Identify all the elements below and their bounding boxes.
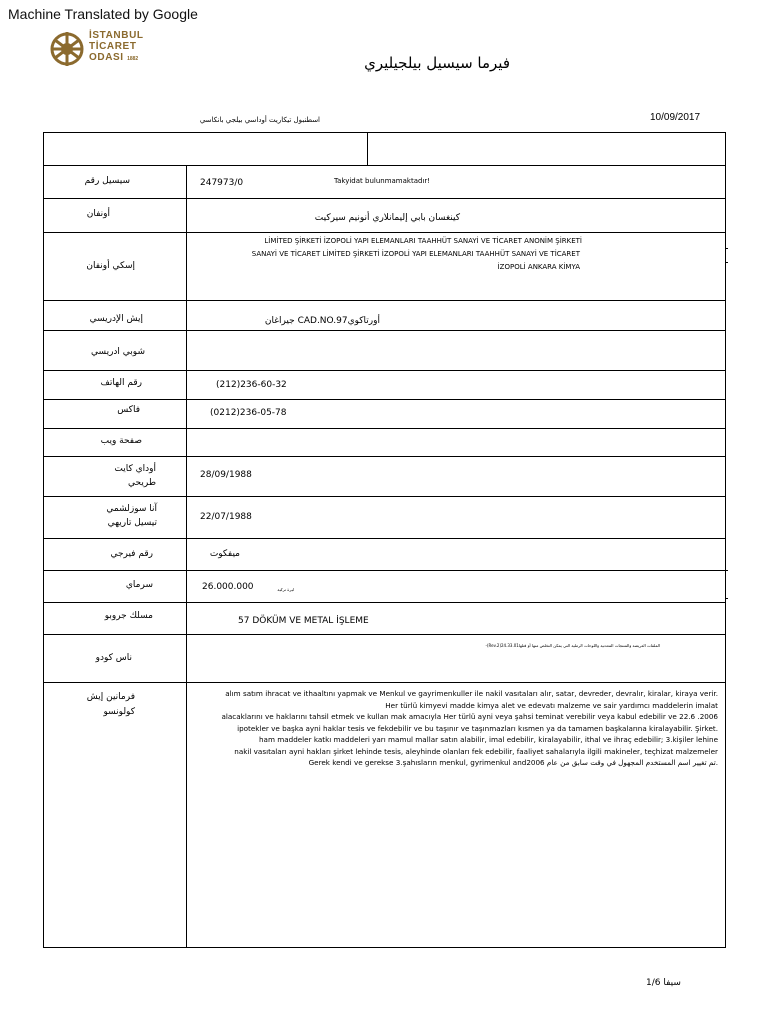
activity-line: alacaklarını ve haklarını tahsil etmek ve kullan mak amacıyla Her türlü ayni veya şahsi teminat verebilir veya kabul edebilir ve 22.6 .2006 bbox=[221, 712, 718, 721]
row-divider bbox=[43, 330, 726, 331]
page-number: 1/6 سيفا bbox=[646, 978, 681, 988]
capital-unit: ليرة تركية bbox=[277, 587, 294, 592]
fax-value: (0212)236-05-78 bbox=[210, 408, 287, 418]
tax-number-label: رقم فيرجي bbox=[110, 549, 153, 559]
document-title: فيرما سيسيل بيلجيليري bbox=[364, 54, 510, 72]
row-divider bbox=[43, 165, 726, 166]
row-divider bbox=[43, 370, 726, 371]
machine-translated-banner: Machine Translated by Google bbox=[8, 6, 198, 22]
row-divider bbox=[43, 602, 726, 603]
capital-label: سرماي bbox=[125, 580, 153, 590]
registry-note: Takyidat bulunmamaktadır! bbox=[334, 177, 431, 185]
activity-line: ham maddeler katkı maddeleri yarı mamul mallar satın alabilir, imal edebilir, kiralayabilir, ithal ve ihraç edebilir; 3.kişiler lehine bbox=[258, 735, 718, 744]
activity-text bbox=[188, 688, 718, 769]
capital-value: 26.000.000 bbox=[202, 582, 254, 592]
address-value: جيراغان CAD.NO.97أورتاكوي bbox=[264, 316, 380, 326]
activity-line: Gerek kendi ve gerekse 3.şahısların menkul, gyrimenkul andتم تغيير اسم المستخدم المجهول في وقت سابق من عام 2006. bbox=[308, 758, 718, 767]
profession-group-label: مسلك جروبو bbox=[104, 611, 153, 621]
activity-line: nakil vasıtaları ayni hakları şirket lehinde tesis, aleyhinde olanları fek edebilir, faaliyet sahalarıyla ilgili makineler, teçhizat malzemeler bbox=[234, 746, 718, 756]
margin-tick bbox=[725, 262, 728, 263]
chamber-logo bbox=[47, 26, 157, 74]
row-divider bbox=[43, 570, 726, 571]
row-divider bbox=[43, 198, 726, 199]
margin-tick bbox=[725, 248, 728, 249]
registry-value: 247973/0 bbox=[200, 178, 244, 188]
row-divider bbox=[43, 496, 726, 497]
website-label: صفحة ويب bbox=[100, 436, 142, 446]
row-divider bbox=[43, 682, 726, 683]
margin-tick bbox=[725, 598, 728, 599]
row-divider bbox=[43, 300, 726, 301]
activity-line: alım satım ihracat ve ithaaltını yapmak ve Menkul ve gayrimenkuller ile nakil vasıtaları alır, satar, devreder, devralır, kiralar, kiraya verir. bbox=[225, 689, 718, 698]
old-unvan-label: إسكي أونفان bbox=[86, 261, 135, 271]
row-divider bbox=[43, 399, 726, 400]
row-divider bbox=[43, 634, 726, 635]
fax-label: فاكس bbox=[117, 405, 140, 415]
document-date: 10/09/2017 bbox=[650, 112, 701, 123]
logo-wordmark: İSTANBUL TİCARET ODASI 1882 bbox=[89, 30, 144, 63]
address-label: إيش الإدريسي bbox=[89, 314, 143, 324]
phone-label: رقم الهاتف bbox=[100, 378, 142, 388]
nace-code-label: ناس كودو bbox=[95, 653, 132, 663]
activity-line: ipotekler ve başka ayni haklar tesis ve fekdebilir ve bu taşınır ve taşınmazları kısmen ya da tamamen başkalarına kiralayabilir. Şirket. bbox=[237, 723, 718, 733]
row-divider bbox=[43, 232, 726, 233]
activity-label: فرمانين إيش كولونسو bbox=[86, 692, 135, 717]
old-unvan-line: SANAYİ VE TİCARET LİMİTED ŞİRKETİ İZOPOLİ YAPI ELEMANLARI TAAHHÜT SANAYİ VE TİCARET bbox=[251, 250, 580, 258]
branch-address-label: شوبي ادريسي bbox=[91, 347, 145, 357]
row-divider bbox=[43, 456, 726, 457]
activity-line: Her türlü kimyevi madde kimya alet ve edevatı malzeme ve sair yardımcı maddelerin imalat bbox=[385, 700, 718, 710]
registry-label: سيسيل رقم bbox=[84, 176, 130, 186]
old-unvan-line: LİMİTED ŞİRKETİ İZOPOLİ YAPI ELEMANLARI TAAHHÜT SANAYİ VE TİCARET ANONİM ŞİRKETİ bbox=[264, 237, 582, 245]
contract-date-label: آنا سوزلشمي تيسيل تاريهي bbox=[106, 504, 157, 528]
profession-group-value: 57 DÖKÜM VE METAL İŞLEME bbox=[238, 616, 369, 626]
column-divider bbox=[186, 165, 187, 948]
phone-value: (212)236-60-32 bbox=[216, 380, 287, 390]
unvan-label: أونفان bbox=[86, 209, 110, 219]
chamber-date-label: أوداي كايت طريحي bbox=[114, 464, 156, 488]
old-unvan-line: İZOPOLİ ANKARA KİMYA bbox=[497, 263, 580, 271]
unvan-value: كينغسان بابي إليمانلاري أنونيم سيركيت bbox=[314, 213, 460, 223]
margin-tick bbox=[725, 570, 728, 571]
contract-date-value: 22/07/1988 bbox=[200, 512, 252, 522]
chamber-date-value: 28/09/1988 bbox=[200, 470, 252, 480]
row-divider bbox=[43, 428, 726, 429]
tax-number-value: ميفكوت bbox=[209, 549, 240, 559]
column-divider bbox=[367, 132, 368, 165]
knot-emblem-icon bbox=[47, 26, 87, 72]
row-divider bbox=[43, 538, 726, 539]
document-subtitle: اسطنبول تيكاريت أوداسي بيلجي بانكاسي bbox=[199, 116, 320, 124]
nace-code-value: -(Rev.2)24.33.01الملفات العريضة والمنتجات المعدنية واللوحات الرملية التي يمكن التخلص منها أو قتلها bbox=[485, 643, 660, 648]
